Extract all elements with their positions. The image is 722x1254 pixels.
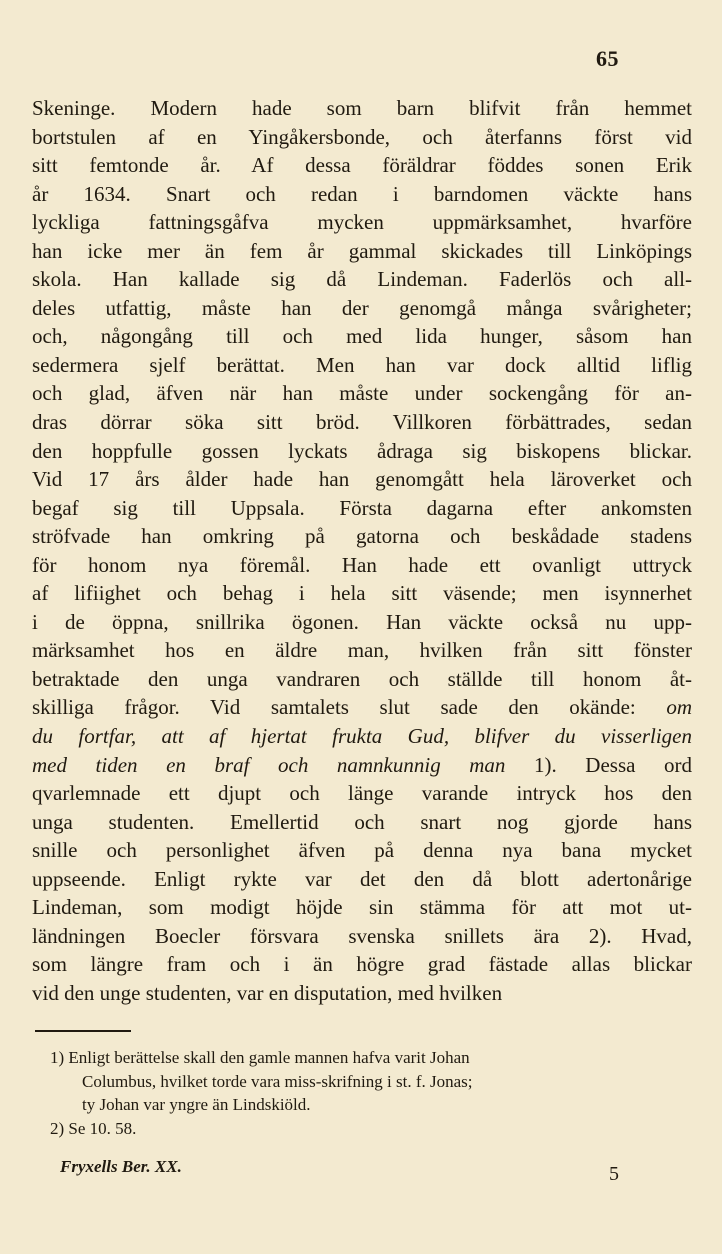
text-line: och glad, äfven när han måste under sockengång för an- (32, 381, 692, 406)
text-segment: 1). Dessa ord (534, 752, 692, 777)
text-line: qvarlemnade ett djupt och länge varande intryck hos den (32, 781, 692, 806)
text-line: sitt femtonde år. Af dessa föräldrar föddes sonen Erik (32, 153, 692, 178)
text-line: unga studenten. Emellertid och snart nog gjorde hans (32, 809, 692, 834)
page-number: 65 (596, 46, 619, 71)
text-line-with-quote (32, 693, 692, 722)
quote-end-line (32, 751, 692, 780)
text-line: för honom nya föremål. Han hade ett ovanligt uttryck (32, 552, 692, 577)
text-line: begaf sig till Uppsala. Första dagarna efter ankomsten (32, 495, 692, 520)
text-line: bortstulen af en Yingåkersbonde, och återfanns först vid (32, 124, 692, 149)
text-line: lyckliga fattningsgåfva mycken uppmärksamhet, hvarföre (32, 210, 692, 235)
text-line: Skeninge. Modern hade som barn blifvit från hemmet (32, 96, 692, 120)
text-line: år 1634. Snart och redan i barndomen väckte hans (32, 181, 692, 206)
quote-line: du fortfar, att af hjertat frukta Gud, blifver du visserligen (32, 724, 692, 749)
signature-mark: Fryxells Ber. XX. (60, 1157, 182, 1176)
text-line: snille och personlighet äfven på denna nya bana mycket (32, 838, 692, 863)
text-line: dras dörrar söka sitt bröd. Villkoren förbättrades, sedan (32, 410, 692, 435)
body-text (32, 94, 692, 1008)
signature-number: 5 (609, 1163, 619, 1185)
footnote-2: 2) Se 10. 58. (50, 1118, 137, 1138)
footnote-1-cont: Columbus, hvilket torde vara miss-skrifning i st. f. Jonas; (82, 1071, 473, 1091)
quote-start: om (666, 695, 693, 720)
footnote-1-cont: ty Johan var yngre än Lindskiöld. (82, 1095, 311, 1114)
text-line: den hoppfulle gossen lyckats ådraga sig biskopens blickar. (32, 438, 692, 463)
text-line: sedermera sjelf berättat. Men han var dock alltid liflig (32, 352, 692, 377)
text-line: och, någongång till och med lida hunger, såsom han (32, 324, 692, 349)
text-line: Vid 17 års ålder hade han genomgått hela läroverket och (32, 467, 692, 492)
text-line: som längre fram och i än högre grad fästade allas blickar (32, 952, 692, 977)
text-line: ströfvade han omkring på gatorna och beskådade stadens (32, 524, 692, 549)
text-line: af lifiighet och behag i hela sitt väsende; men isynnerhet (32, 581, 692, 606)
text-line: uppseende. Enligt rykte var det den då blott adertonårige (32, 866, 692, 891)
text-line: i de öppna, snillrika ögonen. Han väckte också nu upp- (32, 609, 692, 634)
text-line: betraktade den unga vandraren och ställde till honom åt- (32, 666, 692, 691)
quote-end: med tiden en braf och namnkunnig man (32, 752, 506, 777)
text-line: Lindeman, som modigt höjde sin stämma för att mot ut- (32, 895, 692, 920)
text-line: märksamhet hos en äldre man, hvilken från sitt fönster (32, 638, 692, 663)
text-line: skola. Han kallade sig då Lindeman. Faderlös och all- (32, 267, 692, 292)
footnote-divider (35, 1030, 131, 1032)
footnote-1: 1) Enligt berättelse skall den gamle mannen hafva varit Johan (50, 1048, 470, 1067)
text-line: deles utfattig, måste han der genomgå många svårigheter; (32, 295, 692, 320)
text-line: vid den unge studenten, var en disputation, med hvilken (32, 980, 503, 1005)
footnotes (50, 1046, 690, 1140)
text-line: ländningen Boecler försvara svenska snillets ära 2). Hvad, (32, 923, 692, 948)
text-segment: skilliga frågor. Vid samtalets slut sade den okände: (32, 695, 636, 720)
text-line: han icke mer än fem år gammal skickades till Linköpings (32, 238, 692, 263)
